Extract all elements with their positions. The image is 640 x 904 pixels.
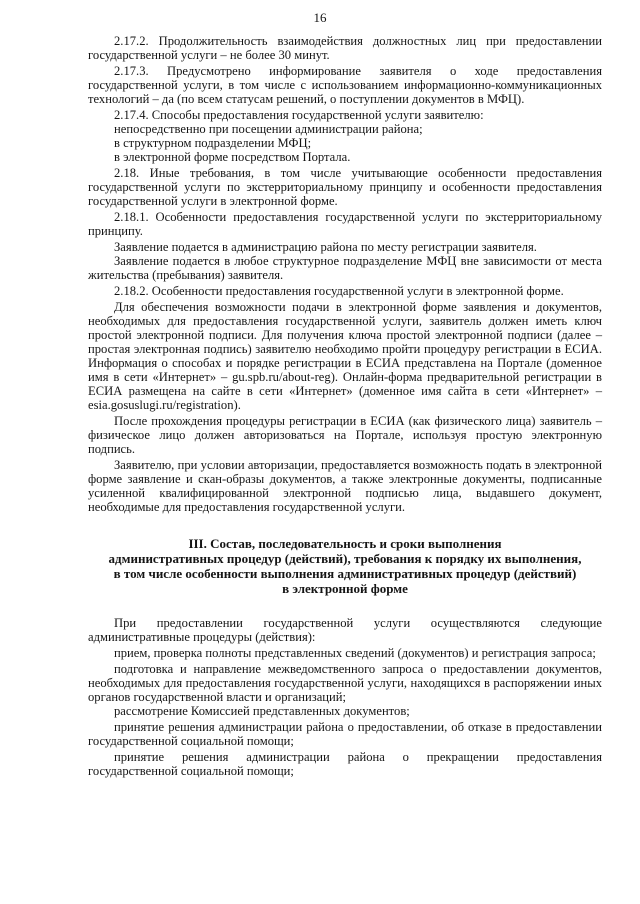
list-item: непосредственно при посещении администрации района; — [114, 122, 423, 136]
list-item: прием, проверка полноты представленных сведений (документов) и регистрация запроса; — [114, 646, 596, 660]
section-heading-line: в электронной форме — [282, 581, 408, 596]
paragraph: 2.18.1. Особенности предоставления государственной услуги по экстерриториальному принципу. — [88, 210, 602, 238]
paragraph: Заявителю, при условии авторизации, предоставляется возможность подать в электронной форме заявление и скан-образы документов, а также электронные документы, подписанные усиленной квалифицированной электронной подписью лица, выдавшего документ, необходимые для предоставления государственной услуги. — [88, 458, 602, 514]
paragraph: 2.18. Иные требования, в том числе учитывающие особенности предоставления государственной услуги по экстерриториальному принципу и особенности предоставления государственной услуги в электронной форме. — [88, 166, 602, 208]
list-item: принятие решения администрации района о прекращении предоставления государственной социальной помощи; — [88, 750, 602, 778]
paragraph: После прохождения процедуры регистрации в ЕСИА (как физического лица) заявитель – физическое лицо должен авторизоваться на Портале, используя простую электронную подпись. — [88, 414, 602, 456]
paragraph: Заявление подается в любое структурное подразделение МФЦ вне зависимости от места жительства (пребывания) заявителя. — [88, 254, 602, 282]
paragraph: 2.18.2. Особенности предоставления государственной услуги в электронной форме. — [114, 284, 564, 298]
page-number: 16 — [313, 10, 327, 25]
section-heading-line: в том числе особенности выполнения административных процедур (действий) — [113, 566, 577, 581]
list-item: в структурном подразделении МФЦ; — [114, 136, 312, 150]
paragraph: 2.17.3. Предусмотрено информирование заявителя о ходе предоставления государственной услуги, в том числе с использованием информационно-коммуникационных технологий – да (по всем статусам решений, о поступлении документов в МФЦ). — [88, 64, 602, 106]
paragraph: При предоставлении государственной услуги осуществляются следующие административные процедуры (действия): — [88, 616, 602, 644]
document-body — [88, 34, 602, 778]
list-item: принятие решения администрации района о предоставлении, об отказе в предоставлении государственной социальной помощи; — [88, 720, 602, 748]
paragraph: Заявление подается в администрацию района по месту регистрации заявителя. — [114, 240, 537, 254]
paragraph: 2.17.4. Способы предоставления государственной услуги заявителю: — [114, 108, 484, 122]
list-item: в электронной форме посредством Портала. — [114, 150, 351, 164]
section-heading — [88, 536, 602, 596]
section-heading-line: III. Состав, последовательность и сроки выполнения — [188, 536, 502, 551]
list-item: рассмотрение Комиссией представленных документов; — [114, 704, 410, 718]
section-heading-line: административных процедур (действий), требования к порядку их выполнения, — [108, 551, 582, 566]
paragraph: Для обеспечения возможности подачи в электронной форме заявления и документов, необходимых для предоставления государственной услуги, заявитель должен иметь ключ простой электронной подписи. Для получения ключа простой электронной подписи (далее – простая электронная подпись) заявителю необходимо пройти процедуру регистрации в ЕСИА. Информация о способах и порядке регистрации в ЕСИА представлена на Портале (доменное имя в сети «Интернет» – gu.spb.ru/about-reg). Онлайн-форма предварительной регистрации в ЕСИА размещена на сайте в сети «Интернет» (доменное имя сайта в сети «Интернет» – esia.gosuslugi.ru/registration). — [88, 300, 602, 412]
paragraph: 2.17.2. Продолжительность взаимодействия должностных лиц при предоставлении государственной услуги – не более 30 минут. — [88, 34, 602, 62]
list-item: подготовка и направление межведомственного запроса о предоставлении документов, необходимых для предоставления государственной услуги, находящихся в распоряжении иных органов государственной власти и организаций; — [88, 662, 602, 704]
